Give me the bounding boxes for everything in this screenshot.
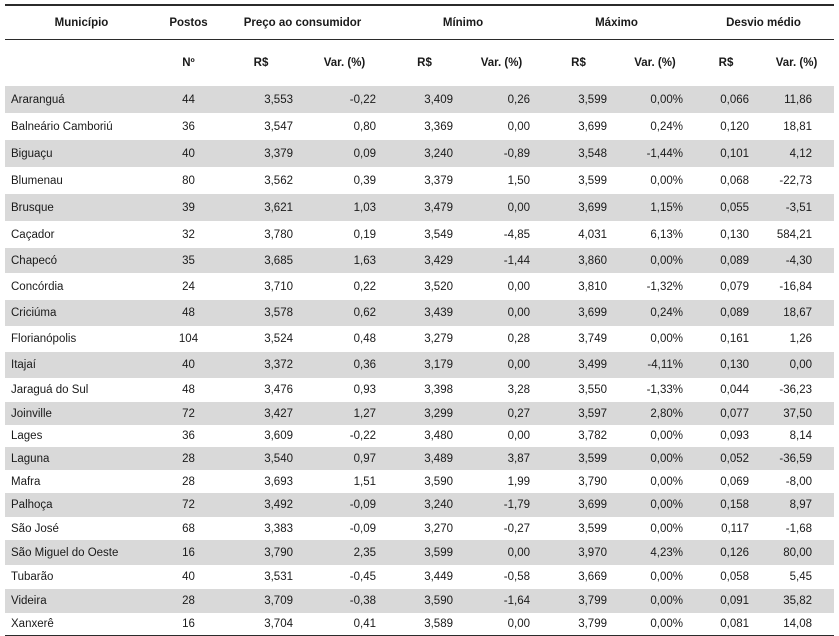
cell-min-rs: 3,589 <box>386 613 463 635</box>
cell-max-rs: 3,699 <box>578 120 607 133</box>
cell-min-var: 3,87 <box>463 447 540 470</box>
cell-preco-var: -0,22 <box>303 86 386 113</box>
cell-postos: 40 <box>182 571 195 583</box>
cell-preco-var: 0,93 <box>353 384 376 396</box>
cell-min-var: -1,64 <box>463 589 540 613</box>
cell-preco-var: 0,22 <box>353 280 376 293</box>
subheader-dev-rs: R$ <box>718 57 734 69</box>
cell-min-var: -1,79 <box>463 493 540 517</box>
header-minimo: Mínimo <box>386 5 540 40</box>
cell-preco-var: -0,09 <box>303 493 386 517</box>
cell-min-rs: 3,299 <box>386 402 463 425</box>
cell-municipio: São José <box>11 522 59 535</box>
cell-dev-var: 14,08 <box>759 613 834 635</box>
cell-preco-var: -0,09 <box>349 522 376 535</box>
cell-max-var: 0,24% <box>617 300 693 326</box>
cell-dev-rs: 0,130 <box>693 352 759 378</box>
cell-max-rs: 3,599 <box>540 86 617 113</box>
cell-max-rs: 3,799 <box>540 613 617 635</box>
table-body <box>5 86 834 635</box>
cell-dev-rs: 0,066 <box>693 86 759 113</box>
cell-postos: 104 <box>178 333 199 345</box>
table-row <box>5 589 834 613</box>
cell-min-rs: 3,240 <box>386 140 463 167</box>
cell-municipio: Blumenau <box>11 174 63 187</box>
cell-max-var: 0,00% <box>617 248 693 273</box>
cell-max-var: 0,00% <box>617 447 693 470</box>
cell-postos: 16 <box>158 613 219 635</box>
cell-max-rs: 3,597 <box>540 402 617 425</box>
cell-preco-rs: 3,547 <box>264 120 293 133</box>
cell-postos: 80 <box>182 174 195 187</box>
table-row <box>5 140 834 167</box>
subheader-preco-var: Var. (%) <box>323 57 366 69</box>
cell-preco-rs: 3,609 <box>264 430 293 442</box>
cell-dev-rs: 0,089 <box>693 300 759 326</box>
cell-dev-rs: 0,052 <box>693 447 759 470</box>
cell-postos: 28 <box>158 589 219 613</box>
cell-dev-rs: 0,091 <box>693 589 759 613</box>
cell-preco-rs: 3,710 <box>264 280 293 293</box>
cell-max-rs: 3,749 <box>578 333 607 345</box>
cell-max-rs: 3,499 <box>540 352 617 378</box>
cell-min-var: -0,27 <box>503 522 530 535</box>
cell-preco-var: 0,80 <box>353 120 376 133</box>
subheader-row <box>5 40 834 87</box>
cell-dev-var: 8,97 <box>759 493 834 517</box>
cell-preco-rs: 3,621 <box>219 194 303 221</box>
cell-min-rs: 3,489 <box>386 447 463 470</box>
cell-municipio: Caçador <box>11 228 55 241</box>
table-row <box>5 517 834 540</box>
cell-municipio: Araranguá <box>5 86 158 113</box>
cell-preco-rs: 3,780 <box>264 228 293 241</box>
cell-dev-rs: 0,068 <box>720 174 750 187</box>
header-maximo: Máximo <box>540 5 693 40</box>
cell-dev-rs: 0,117 <box>721 522 750 535</box>
cell-dev-var: 37,50 <box>759 402 834 425</box>
cell-min-var: 3,28 <box>507 384 530 396</box>
cell-dev-var: -3,51 <box>759 194 834 221</box>
cell-min-rs: 3,179 <box>386 352 463 378</box>
cell-max-var: 0,00% <box>617 613 693 635</box>
cell-preco-rs: 3,476 <box>264 384 293 396</box>
cell-dev-rs: 0,161 <box>720 333 750 345</box>
cell-preco-var: 0,39 <box>353 174 376 187</box>
cell-municipio: Balneário Camboriú <box>11 120 113 133</box>
cell-dev-var: -22,73 <box>779 174 813 187</box>
cell-municipio: Palhoça <box>5 493 158 517</box>
cell-min-var: 0,00 <box>463 300 540 326</box>
cell-preco-rs: 3,492 <box>219 493 303 517</box>
table-row <box>5 113 834 140</box>
cell-municipio: Xanxerê <box>5 613 158 635</box>
cell-max-var: 0,00% <box>650 571 684 583</box>
cell-min-var: 0,00 <box>463 540 540 565</box>
cell-postos: 35 <box>158 248 219 273</box>
cell-max-var: 0,00% <box>617 86 693 113</box>
cell-max-var: 0,00% <box>650 522 684 535</box>
cell-max-rs: 3,699 <box>540 194 617 221</box>
cell-municipio: Florianópolis <box>11 333 77 345</box>
cell-min-var: 1,99 <box>507 475 530 488</box>
cell-max-var: 0,00% <box>650 174 684 187</box>
cell-max-rs: 3,790 <box>578 475 607 488</box>
cell-postos: 40 <box>158 352 219 378</box>
cell-preco-rs: 3,383 <box>264 522 293 535</box>
cell-min-rs: 3,520 <box>424 280 453 293</box>
cell-max-rs: 3,599 <box>578 174 607 187</box>
cell-dev-rs: 0,101 <box>693 140 759 167</box>
cell-dev-var: 4,12 <box>759 140 834 167</box>
cell-min-var: -1,44 <box>463 248 540 273</box>
header-row <box>5 5 834 40</box>
cell-dev-rs: 0,120 <box>720 120 750 133</box>
cell-dev-var: 8,14 <box>789 430 813 442</box>
cell-postos: 36 <box>182 430 195 442</box>
cell-dev-rs: 0,093 <box>720 430 750 442</box>
cell-max-rs: 3,599 <box>578 522 607 535</box>
cell-preco-var: 0,36 <box>303 352 386 378</box>
cell-dev-var: 35,82 <box>759 589 834 613</box>
cell-preco-var: 0,48 <box>353 333 376 345</box>
cell-preco-var: 1,51 <box>353 475 376 488</box>
cell-preco-var: -0,22 <box>349 430 376 442</box>
cell-max-rs: 3,669 <box>578 571 607 583</box>
cell-preco-rs: 3,693 <box>264 475 293 488</box>
cell-min-rs: 3,429 <box>386 248 463 273</box>
cell-postos: 48 <box>158 300 219 326</box>
cell-municipio: Concórdia <box>11 280 64 293</box>
cell-max-var: 0,00% <box>650 333 684 345</box>
table-row <box>5 493 834 517</box>
cell-postos: 36 <box>182 120 195 133</box>
cell-municipio: Itajaí <box>5 352 158 378</box>
cell-postos: 32 <box>182 228 195 241</box>
cell-preco-rs: 3,379 <box>219 140 303 167</box>
table-row <box>5 470 834 493</box>
cell-min-rs: 3,398 <box>424 384 453 396</box>
header-preco: Preço ao consumidor <box>219 5 386 40</box>
cell-dev-var: 18,81 <box>783 120 813 133</box>
table-row <box>5 194 834 221</box>
cell-min-rs: 3,379 <box>424 174 453 187</box>
table-row <box>5 402 834 425</box>
cell-municipio: São Miguel do Oeste <box>5 540 158 565</box>
cell-min-rs: 3,409 <box>386 86 463 113</box>
cell-dev-var: 0,00 <box>759 352 834 378</box>
cell-min-var: 1,50 <box>507 174 530 187</box>
cell-max-rs: 3,970 <box>540 540 617 565</box>
table-row <box>5 86 834 113</box>
table-row <box>5 447 834 470</box>
cell-max-var: -1,44% <box>617 140 693 167</box>
cell-dev-rs: 0,058 <box>720 571 750 583</box>
cell-dev-var: -36,23 <box>779 384 813 396</box>
cell-max-var: -1,33% <box>646 384 684 396</box>
table-row <box>5 352 834 378</box>
cell-dev-var: -4,30 <box>759 248 834 273</box>
cell-dev-rs: 0,055 <box>693 194 759 221</box>
subheader-min-var: Var. (%) <box>480 57 523 69</box>
cell-postos: 72 <box>158 493 219 517</box>
cell-preco-var: 0,09 <box>303 140 386 167</box>
cell-max-var: 0,00% <box>617 589 693 613</box>
cell-max-var: 0,00% <box>617 493 693 517</box>
cell-dev-rs: 0,081 <box>693 613 759 635</box>
table-row <box>5 221 834 248</box>
cell-dev-var: 18,67 <box>759 300 834 326</box>
cell-municipio: Jaraguá do Sul <box>11 384 89 396</box>
cell-dev-rs: 0,089 <box>693 248 759 273</box>
cell-postos: 28 <box>158 447 219 470</box>
subheader-postos: Nº <box>182 57 195 69</box>
cell-preco-var: 2,35 <box>303 540 386 565</box>
cell-min-var: 0,00 <box>463 613 540 635</box>
subheader-max-rs: R$ <box>571 57 586 69</box>
cell-preco-var: 0,97 <box>303 447 386 470</box>
cell-preco-var: 0,41 <box>303 613 386 635</box>
cell-min-rs: 3,590 <box>386 589 463 613</box>
cell-max-var: -4,11% <box>617 352 693 378</box>
cell-preco-rs: 3,540 <box>219 447 303 470</box>
cell-max-rs: 3,810 <box>578 280 607 293</box>
table-row <box>5 565 834 589</box>
cell-min-var: 0,28 <box>507 333 530 345</box>
cell-min-rs: 3,240 <box>386 493 463 517</box>
cell-dev-var: -1,68 <box>785 522 813 535</box>
cell-min-rs: 3,599 <box>386 540 463 565</box>
cell-preco-var: 0,62 <box>303 300 386 326</box>
cell-dev-rs: 0,044 <box>720 384 750 396</box>
cell-preco-var: 1,03 <box>303 194 386 221</box>
cell-postos: 16 <box>158 540 219 565</box>
cell-preco-rs: 3,562 <box>264 174 293 187</box>
cell-municipio: Lages <box>11 430 43 442</box>
cell-municipio: Mafra <box>11 475 41 488</box>
cell-max-var: -1,32% <box>646 280 684 293</box>
cell-municipio: Laguna <box>5 447 158 470</box>
table-row <box>5 167 834 194</box>
cell-preco-rs: 3,685 <box>219 248 303 273</box>
cell-municipio: Videira <box>5 589 158 613</box>
cell-postos: 28 <box>182 475 195 488</box>
cell-min-rs: 3,439 <box>386 300 463 326</box>
cell-postos: 39 <box>158 194 219 221</box>
cell-preco-rs: 3,531 <box>264 571 293 583</box>
subheader-max-var: Var. (%) <box>634 57 676 69</box>
cell-preco-var: -0,45 <box>349 571 376 583</box>
subheader-dev-var: Var. (%) <box>775 57 818 69</box>
cell-postos: 40 <box>158 140 219 167</box>
cell-dev-rs: 0,130 <box>720 228 750 241</box>
cell-max-var: 0,00% <box>650 430 684 442</box>
cell-preco-rs: 3,578 <box>219 300 303 326</box>
cell-postos: 24 <box>182 280 195 293</box>
cell-min-rs: 3,369 <box>424 120 453 133</box>
cell-min-var: -0,89 <box>463 140 540 167</box>
cell-preco-var: 1,27 <box>303 402 386 425</box>
cell-preco-var: 0,19 <box>353 228 376 241</box>
cell-preco-var: -0,38 <box>303 589 386 613</box>
cell-min-rs: 3,279 <box>424 333 453 345</box>
cell-preco-rs: 3,553 <box>219 86 303 113</box>
cell-preco-rs: 3,704 <box>219 613 303 635</box>
cell-min-var: -4,85 <box>503 228 530 241</box>
header-municipio: Município <box>5 5 158 40</box>
table-row <box>5 540 834 565</box>
cell-municipio: Criciúma <box>5 300 158 326</box>
subheader-preco-rs: R$ <box>253 57 269 69</box>
cell-max-var: 6,13% <box>650 228 684 241</box>
cell-min-rs: 3,270 <box>424 522 453 535</box>
cell-min-var: 0,26 <box>463 86 540 113</box>
cell-dev-var: 80,00 <box>759 540 834 565</box>
cell-municipio: Brusque <box>5 194 158 221</box>
cell-dev-var: -8,00 <box>785 475 813 488</box>
cell-dev-rs: 0,077 <box>693 402 759 425</box>
cell-max-var: 0,00% <box>650 475 684 488</box>
cell-min-var: 0,00 <box>507 120 530 133</box>
cell-max-rs: 3,550 <box>578 384 607 396</box>
cell-min-var: 0,00 <box>507 430 530 442</box>
cell-max-rs: 3,548 <box>540 140 617 167</box>
cell-max-rs: 3,860 <box>540 248 617 273</box>
cell-dev-rs: 0,079 <box>720 280 750 293</box>
cell-dev-var: 1,26 <box>789 333 813 345</box>
cell-min-rs: 3,590 <box>424 475 453 488</box>
table-row <box>5 326 834 352</box>
cell-postos: 68 <box>182 522 195 535</box>
cell-max-rs: 4,031 <box>578 228 607 241</box>
cell-dev-var: 11,86 <box>759 86 834 113</box>
header-desvio: Desvio médio <box>693 5 834 40</box>
cell-preco-rs: 3,709 <box>219 589 303 613</box>
cell-municipio: Tubarão <box>11 571 54 583</box>
cell-dev-var: 5,45 <box>789 571 813 583</box>
cell-dev-var: 584,21 <box>776 228 813 241</box>
cell-dev-rs: 0,158 <box>693 493 759 517</box>
cell-max-rs: 3,699 <box>540 493 617 517</box>
cell-municipio: Joinville <box>5 402 158 425</box>
cell-municipio: Biguaçu <box>5 140 158 167</box>
table-row <box>5 613 834 635</box>
cell-min-var: 0,00 <box>463 352 540 378</box>
fuel-price-table <box>5 4 834 636</box>
cell-max-var: 0,24% <box>650 120 684 133</box>
table-row <box>5 378 834 402</box>
table-row <box>5 425 834 447</box>
cell-min-rs: 3,480 <box>424 430 453 442</box>
cell-preco-rs: 3,524 <box>264 333 293 345</box>
cell-postos: 48 <box>182 384 195 396</box>
cell-dev-rs: 0,126 <box>693 540 759 565</box>
cell-min-var: 0,00 <box>463 194 540 221</box>
cell-preco-rs: 3,372 <box>219 352 303 378</box>
table-row <box>5 300 834 326</box>
cell-max-var: 1,15% <box>617 194 693 221</box>
table-row <box>5 273 834 300</box>
cell-dev-var: -16,84 <box>779 280 813 293</box>
cell-min-var: -0,58 <box>503 571 530 583</box>
cell-dev-var: -36,59 <box>759 447 834 470</box>
cell-max-rs: 3,699 <box>540 300 617 326</box>
cell-max-var: 2,80% <box>617 402 693 425</box>
cell-min-var: 0,00 <box>507 280 530 293</box>
subheader-min-rs: R$ <box>417 57 432 69</box>
cell-preco-var: 1,63 <box>303 248 386 273</box>
header-postos: Postos <box>158 5 219 40</box>
cell-dev-rs: 0,069 <box>720 475 750 488</box>
cell-preco-rs: 3,790 <box>219 540 303 565</box>
cell-min-var: 0,27 <box>463 402 540 425</box>
cell-municipio: Chapecó <box>5 248 158 273</box>
cell-postos: 44 <box>158 86 219 113</box>
cell-max-rs: 3,799 <box>540 589 617 613</box>
cell-min-rs: 3,449 <box>424 571 453 583</box>
cell-max-rs: 3,782 <box>578 430 607 442</box>
cell-preco-rs: 3,427 <box>219 402 303 425</box>
cell-postos: 72 <box>158 402 219 425</box>
subheader-municipio <box>5 40 158 87</box>
cell-max-var: 4,23% <box>617 540 693 565</box>
cell-max-rs: 3,599 <box>540 447 617 470</box>
table-row <box>5 248 834 273</box>
cell-min-rs: 3,479 <box>386 194 463 221</box>
cell-min-rs: 3,549 <box>424 228 453 241</box>
